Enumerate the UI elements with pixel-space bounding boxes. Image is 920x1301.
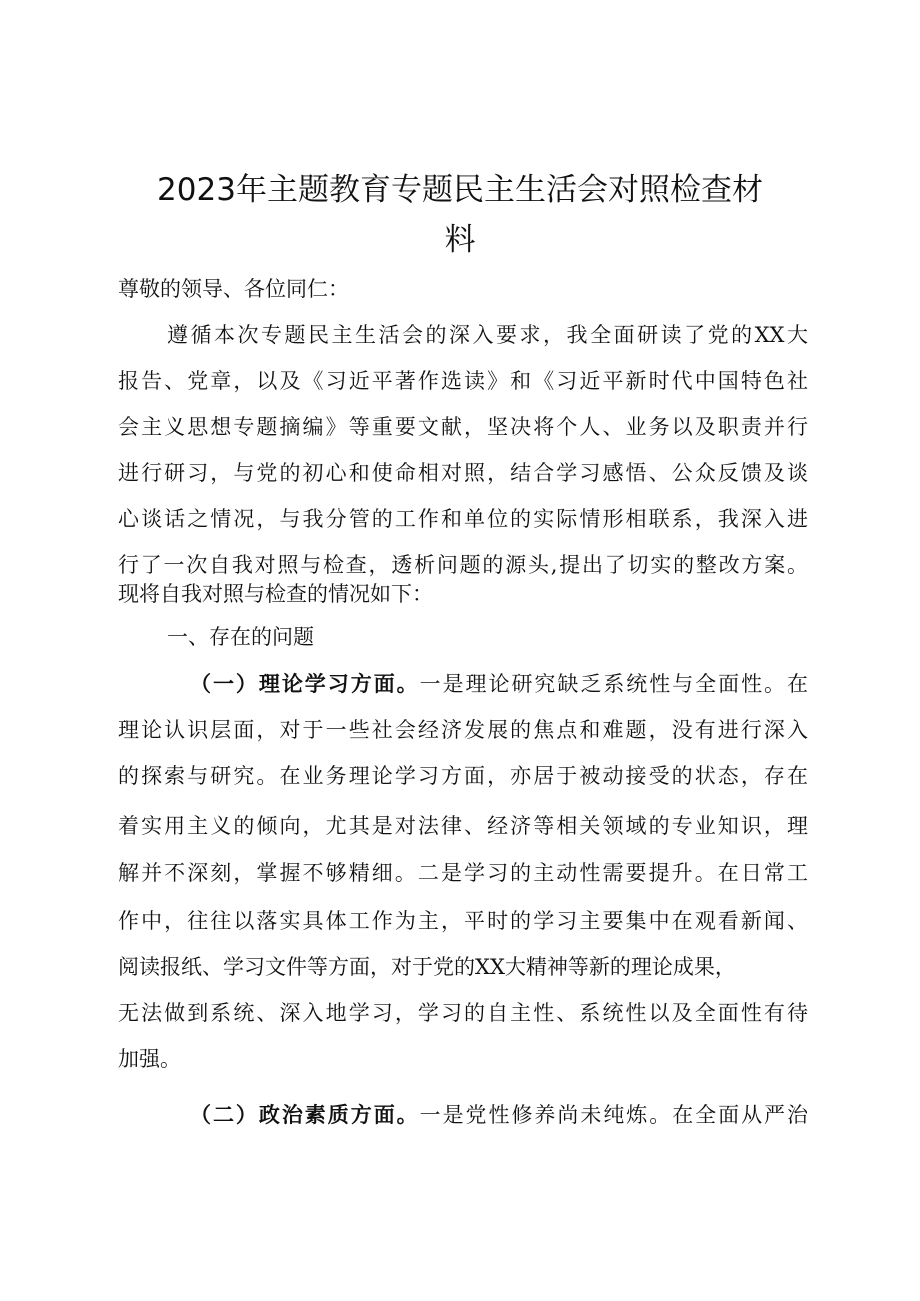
subsection-1-line: 着实用主义的倾向，尤其是对法律、经济等相关领域的专业知识，理 (118, 814, 808, 838)
document-title-line-2: 料 (444, 222, 476, 258)
salutation: 尊敬的领导、各位同仁： (118, 277, 349, 301)
subsection-1-line: 阅读报纸、学习文件等方面，对于党的XX大精神等新的理论成果， (118, 955, 736, 979)
intro-line: 心谈话之情况，与我分管的工作和单位的实际情形相联系，我深入进 (118, 507, 808, 531)
subsection-1-line: 的探索与研究。在业务理论学习方面，亦居于被动接受的状态，存在 (118, 764, 808, 788)
intro-line: 进行研习，与党的初心和使命相对照，结合学习感悟、公众反馈及谈 (118, 461, 808, 485)
intro-line: 遵循本次专题民主生活会的深入要求，我全面研读了党的XX大 (167, 323, 808, 347)
intro-line: 报告、党章，以及《习近平著作选读》和《习近平新时代中国特色社 (118, 369, 808, 393)
subsection-2-first-line-text: 一是党性修养尚未纯炼。在全面从严治 (419, 1103, 808, 1127)
intro-line: 现将自我对照与检查的情况如下： (118, 582, 433, 606)
subsection-1-line: 理论认识层面，对于一些社会经济发展的焦点和难题，没有进行深入 (118, 718, 808, 742)
subsection-1-line: 无法做到系统、深入地学习，学习的自主性、系统性以及全面性有待 (118, 1001, 808, 1025)
subsection-1-line: 加强。 (118, 1047, 181, 1071)
document-title-line-1: 2023年主题教育专题民主生活会对照检查材 (157, 172, 763, 208)
intro-line: 行了一次自我对照与检查，透析问题的源头,提出了切实的整改方案。 (118, 553, 808, 577)
subsection-1-first-line (190, 669, 808, 699)
subsection-1-line: 作中，往往以落实具体工作为主，平时的学习主要集中在观看新闻、 (118, 909, 808, 933)
subsection-2-first-line (190, 1100, 808, 1130)
subsection-1-line: 解并不深刻，掌握不够精细。二是学习的主动性需要提升。在日常工 (118, 861, 808, 885)
subsection-2-heading: （二）政治素质方面。 (190, 1102, 420, 1127)
subsection-1-first-line-text: 一是理论研究缺乏系统性与全面性。在 (419, 672, 808, 696)
subsection-1-heading: （一）理论学习方面。 (190, 671, 420, 696)
section-heading: 一、存在的问题 (167, 625, 314, 649)
intro-line: 会主义思想专题摘编》等重要文献，坚决将个人、业务以及职责并行 (118, 415, 808, 439)
